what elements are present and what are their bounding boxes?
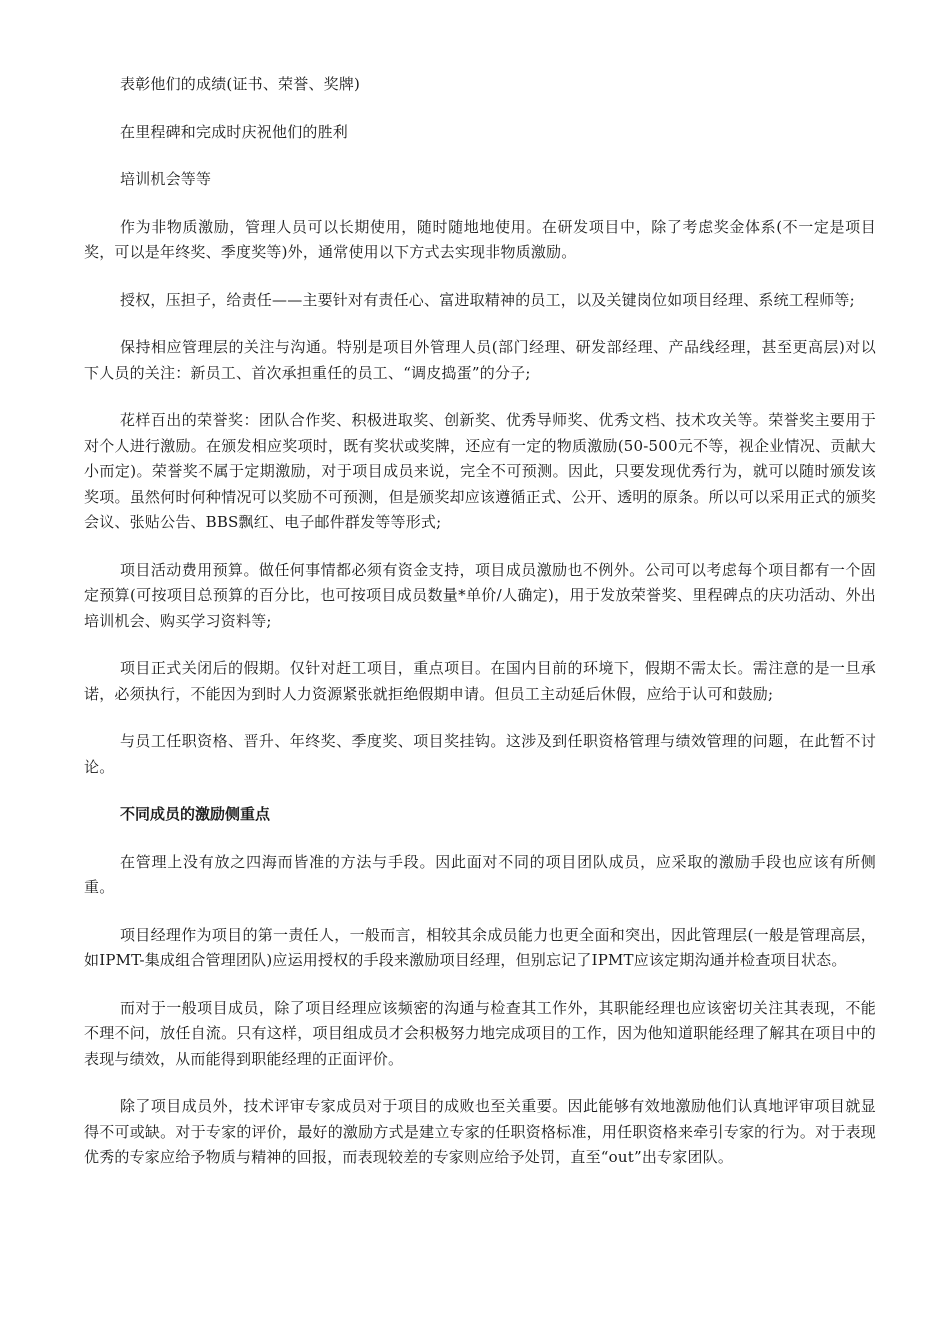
paragraph-honor-awards: 花样百出的荣誉奖：团队合作奖、积极进取奖、创新奖、优秀导师奖、优秀文档、技术攻关等。荣誉奖主要用于对个人进行激励。在颁发相应奖项时，既有奖状或奖牌，还应有一定的物质激励(50-500元不等，视企业情况、贡献大小而定)。荣誉奖不属于定期激励，对于项目成员来说，完全不可预测。因此，只要发现优秀行为，就可以随时颁发该奖项。虽然何时何种情况可以奖励不可预测，但是颁奖却应该遵循正式、公开、透明的原条。所以可以采用正式的颁奖会议、张贴公告、BBS飘红、电子邮件群发等等形式;: [84, 411, 876, 531]
paragraph-review-experts: 除了项目成员外，技术评审专家成员对于项目的成败也至关重要。因此能够有效地激励他们认真地评审项目就显得不可或缺。对于专家的评价，最好的激励方式是建立专家的任职资格标准，用任职资格来牵引专家的行为。对于表现优秀的专家应给予物质与精神的回报，而表现较差的专家则应给予处罚，直至“out”出专家团队。: [84, 1097, 876, 1166]
paragraph-post-project-leave: 项目正式关闭后的假期。仅针对赶工项目，重点项目。在国内目前的环境下，假期不需太长。需注意的是一旦承诺，必须执行，不能因为到时人力资源紧张就拒绝假期申请。但员工主动延后休假，应给于认可和鼓励;: [84, 659, 876, 703]
paragraph-activity-budget: 项目活动费用预算。做任何事情都必须有资金支持，项目成员激励也不例外。公司可以考虑每个项目都有一个固定预算(可按项目总预算的百分比，也可按项目成员数量*单价/人确定)，用于发放荣誉奖、里程碑点的庆功活动、外出培训机会、购买学习资料等;: [84, 560, 876, 630]
section-heading: 不同成员的激励侧重点: [120, 805, 271, 823]
paragraph-career-link: 与员工任职资格、晋升、年终奖、季度奖、项目奖挂钩。这涉及到任职资格管理与绩效管理的问题，在此暂不讨论。: [84, 732, 876, 776]
paragraph-project-manager: 项目经理作为项目的第一责任人，一般而言，相较其余成员能力也更全面和突出，因此管理层(一般是管理高层，如IPMT-集成组合管理团队)应运用授权的手段来激励项目经理，但别忘记了IPMT应该定期沟通并检查项目状态。: [84, 925, 876, 969]
paragraph-nonmaterial-intro: 作为非物质激励，管理人员可以长期使用，随时随地地使用。在研发项目中，除了考虑奖金体系(不一定是项目奖，可以是年终奖、季度奖等)外，通常使用以下方式去实现非物质激励。: [84, 217, 876, 261]
paragraph-empowerment: 授权，压担子，给责任——主要针对有责任心、富进取精神的员工，以及关键岗位如项目经理、系统工程师等;: [120, 290, 855, 309]
paragraph-general-members: 而对于一般项目成员，除了项目经理应该频密的沟通与检查其工作外，其职能经理也应该密切关注其表现，不能不理不问，放任自流。只有这样，项目组成员才会积极努力地完成项目的工作，因为他知道职能经理了解其在项目中的表现与绩效，从而能得到职能经理的正面评价。: [84, 998, 876, 1068]
paragraph-no-universal-method: 在管理上没有放之四海而皆准的方法与手段。因此面对不同的项目团队成员，应采取的激励手段也应该有所侧重。: [84, 852, 876, 896]
list-item-celebration: 在里程碑和完成时庆祝他们的胜利: [120, 122, 349, 141]
list-item-training: 培训机会等等: [120, 170, 212, 188]
document-page: [84, 72, 876, 1171]
paragraph-management-attention: 保持相应管理层的关注与沟通。特别是项目外管理人员(部门经理、研发部经理、产品线经理，甚至更高层)对以下人员的关注：新员工、首次承担重任的员工、“调皮捣蛋”的分子;: [84, 338, 876, 382]
list-item-recognition: 表彰他们的成绩(证书、荣誉、奖牌): [120, 75, 361, 93]
